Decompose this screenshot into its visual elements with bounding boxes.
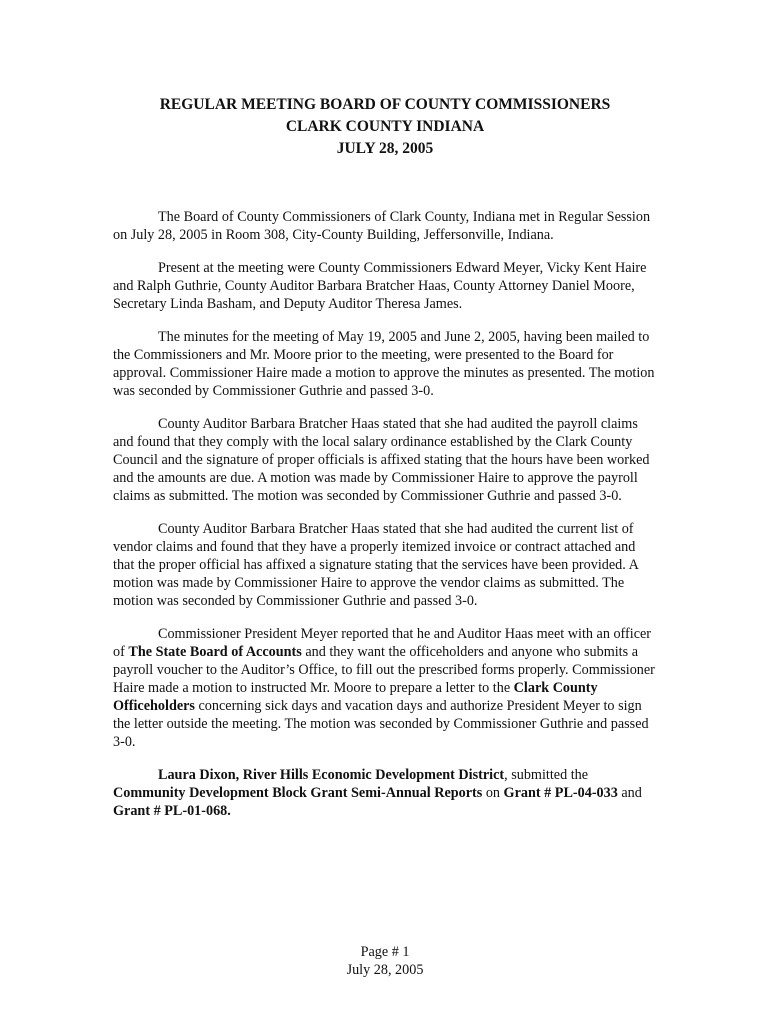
header-title-line3: JULY 28, 2005 <box>336 140 434 157</box>
text-run: and <box>617 785 642 801</box>
paragraph-attendees: Present at the meeting were County Commissioners Edward Meyer, Vicky Kent Haire and Ralph Guthrie, County Auditor Barbara Bratcher Haas, County Attorney Daniel Moore, Secretary Linda Basham, and Deputy Auditor Theresa James. <box>113 260 647 312</box>
text-run: concerning sick days and vacation days and authorize President Meyer to sign the letter outside the meeting. The motion was seconded by Commissioner Guthrie and passed 3-0. <box>113 698 649 750</box>
header-title-line2: CLARK COUNTY INDIANA <box>285 118 485 135</box>
text-run: on <box>482 785 504 801</box>
text-run: Commissioner President Meyer reported that he and Auditor Haas meet with an officer of <box>113 626 652 660</box>
bold-grant-1: Grant # PL-04-033 <box>503 785 618 801</box>
paragraph-payroll-claims: County Auditor Barbara Bratcher Haas stated that she had audited the payroll claims and found that they comply with the local salary ordinance established by the Clark County Council and the signature of proper officials is affixed stating that the hours have been worked and the amounts are due. A motion was made by Commissioner Haire to approve the payroll claims as submitted. The motion was seconded by Commissioner Guthrie and passed 3-0. <box>113 416 650 504</box>
paragraph-state-board-report <box>113 625 658 751</box>
paragraph-minutes-approval: The minutes for the meeting of May 19, 2005 and June 2, 2005, having been mailed to the Commissioners and Mr. Moore prior to the meeting, were presented to the Board for approval. Commissioner Haire made a motion to approve the minutes as presented. The motion was seconded by Commissioner Guthrie and passed 3-0. <box>113 329 655 399</box>
footer-date: July 28, 2005 <box>346 962 424 978</box>
bold-presenter: Laura Dixon, River Hills Economic Development District <box>158 767 505 783</box>
text-run: and they want the officeholders and anyone who submits a payroll voucher to the Auditor’s Office, to fill out the prescribed forms properly. Commissioner Haire made a motion to instructed Mr. Moore to prepare a letter to the <box>113 644 655 696</box>
bold-officeholders: Clark County Officeholders <box>113 680 598 714</box>
paragraph-vendor-claims: County Auditor Barbara Bratcher Haas stated that she had audited the current list of vendor claims and found that they have a properly itemized invoice or contract attached and that the proper official has affixed a signature stating that the services have been provided. A motion was made by Commissioner Haire to approve the vendor claims as submitted. The motion was seconded by Commissioner Guthrie and passed 3-0. <box>113 521 639 609</box>
header-title-line1: REGULAR MEETING BOARD OF COUNTY COMMISSIONERS <box>159 96 611 113</box>
bold-state-board: The State Board of Accounts <box>128 644 302 660</box>
bold-grant-2: Grant # PL-01-068. <box>113 803 231 819</box>
document-body <box>113 208 658 835</box>
paragraph-meeting-session: The Board of County Commissioners of Clark County, Indiana met in Regular Session on July 28, 2005 in Room 308, City-County Building, Jeffersonville, Indiana. <box>113 209 651 243</box>
footer-page-number: Page # 1 <box>360 944 410 960</box>
bold-report-title: Community Development Block Grant Semi-Annual Reports <box>113 785 483 801</box>
text-run: , submitted the <box>504 767 589 783</box>
paragraph-grant-reports <box>113 766 658 820</box>
